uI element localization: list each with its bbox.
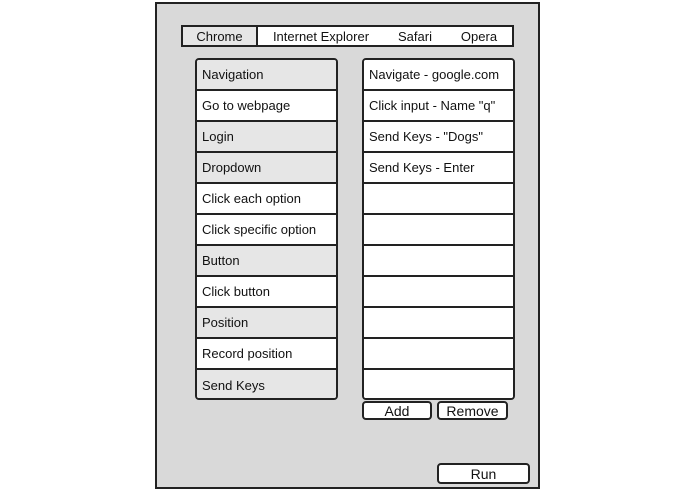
test-steps-list	[362, 58, 515, 400]
run-button[interactable]: Run	[437, 463, 530, 484]
action-category-login: Login	[197, 122, 336, 153]
step-row-empty[interactable]	[364, 370, 513, 400]
action-category-dropdown: Dropdown	[197, 153, 336, 184]
step-row[interactable]: Navigate - google.com	[364, 60, 513, 91]
step-row[interactable]: Send Keys - Enter	[364, 153, 513, 184]
step-row-empty[interactable]	[364, 184, 513, 215]
action-click-button[interactable]: Click button	[197, 277, 336, 308]
action-palette	[195, 58, 338, 400]
action-click-each-option[interactable]: Click each option	[197, 184, 336, 215]
step-row-empty[interactable]	[364, 215, 513, 246]
action-category-button: Button	[197, 246, 336, 277]
add-button[interactable]: Add	[362, 401, 432, 420]
action-category-position: Position	[197, 308, 336, 339]
action-record-position[interactable]: Record position	[197, 339, 336, 370]
step-row-empty[interactable]	[364, 339, 513, 370]
browser-tab-bar	[181, 25, 514, 47]
remove-button[interactable]: Remove	[437, 401, 508, 420]
action-category-navigation: Navigation	[197, 60, 336, 91]
action-go-to-webpage[interactable]: Go to webpage	[197, 91, 336, 122]
action-click-specific-option[interactable]: Click specific option	[197, 215, 336, 246]
step-row-empty[interactable]	[364, 277, 513, 308]
step-row[interactable]: Click input - Name "q"	[364, 91, 513, 122]
tab-opera[interactable]: Opera	[460, 28, 498, 44]
step-row-empty[interactable]	[364, 246, 513, 277]
tab-chrome[interactable]: Chrome	[183, 27, 258, 45]
action-category-send-keys: Send Keys	[197, 370, 336, 400]
step-row-empty[interactable]	[364, 308, 513, 339]
step-row[interactable]: Send Keys - "Dogs"	[364, 122, 513, 153]
tab-internet-explorer[interactable]: Internet Explorer	[272, 28, 370, 44]
tab-safari[interactable]: Safari	[398, 28, 432, 44]
